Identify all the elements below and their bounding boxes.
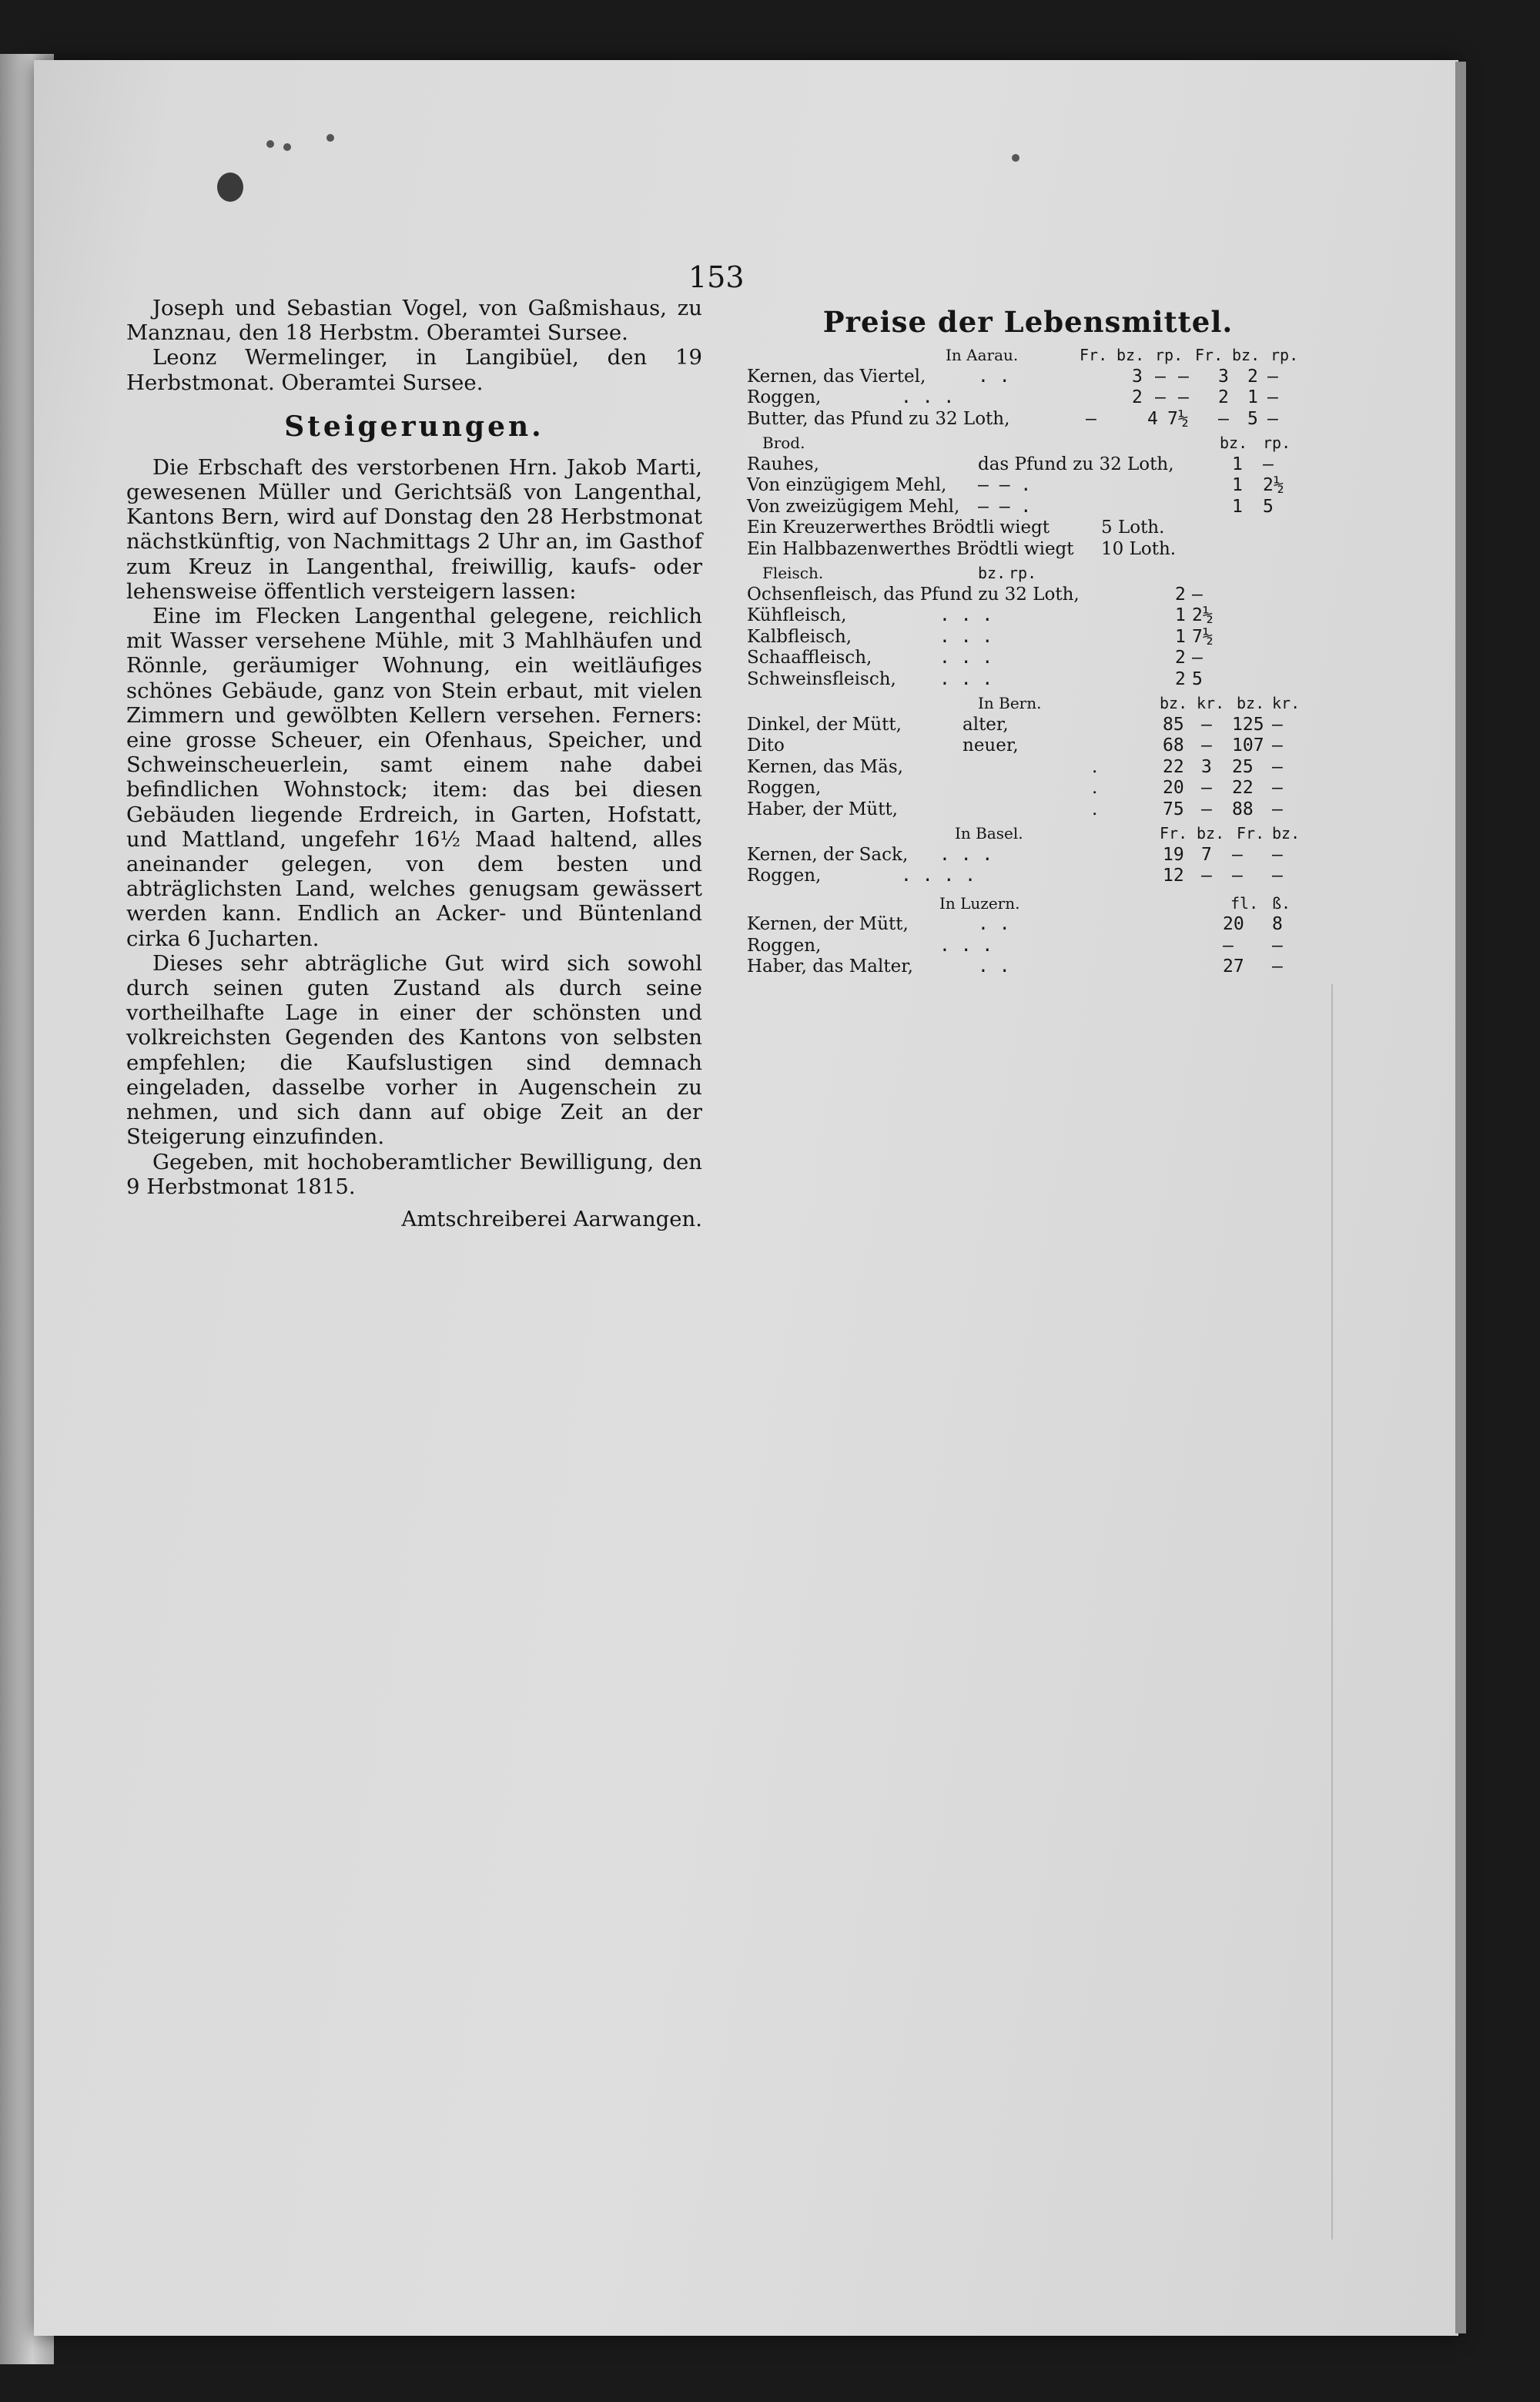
value: 2 [1175,668,1186,689]
paragraph-estate: Dieses sehr abträgliche Gut wird sich sowohl durch seinen guten Zustand als durch seine vortheilhafte Lage in einer der schönsten und volkreichsten Gegenden des Kantons von selbsten empfehlen; die Kaufslustigen sind demnach eingeladen, dasselbe vorher in Augenschein zu nehmen, und sich dann auf obige Zeit an der Steigerung einzufinden. [126,950,702,1150]
table-row [747,735,1309,757]
section-label: Fleisch. [762,564,824,582]
leader-dots: . . [978,956,1010,977]
value: — [1201,735,1212,755]
page-fold [1331,984,1333,2240]
table-row [747,778,1309,799]
value: 8 [1272,914,1283,934]
speck [326,134,334,142]
table-row [747,757,1309,779]
value: — [1272,778,1283,798]
value: 1 [1247,387,1258,407]
value: 125 [1232,714,1264,735]
table-row [747,409,1309,430]
col-head: bz. [1220,434,1248,452]
table-row [747,627,1309,648]
table-row [747,605,1309,627]
table-row [747,367,1309,388]
right-page-edge [1455,62,1466,2333]
value: — [1201,799,1212,819]
basel-header [747,823,1309,845]
place-label: In Basel. [955,824,1023,843]
section-heading: Steigerungen. [284,410,544,443]
value: 2½ [1192,605,1214,625]
leader-dots: . . . . [901,866,976,886]
value: 85 [1163,714,1184,735]
value: 107 [1232,735,1264,755]
item-label: Butter, das Pfund zu 32 Loth, [747,408,1010,429]
place-label: In Luzern. [939,893,1020,913]
col-head: kr. [1197,694,1225,712]
item-label: Rauhes, [747,454,819,474]
value: — [1201,866,1212,886]
bern-header [747,693,1309,715]
price-table [747,305,1309,978]
table-row [747,866,1309,887]
value: 3 [1132,366,1143,387]
item-label: Schaaffleisch, [747,648,872,668]
item-label: Ein Halbbazenwerthes Brödtli wiegt [747,538,1074,559]
value: 3 [1218,366,1229,387]
value: 12 [1163,866,1184,886]
table-row [747,518,1309,539]
value: 3 [1201,756,1212,777]
value: — [1267,387,1278,407]
table-row [747,799,1309,821]
notice-wermelinger: Leonz Wermelinger, in Langibüel, den 19 Herbstmonat. Oberamtei Sursee. [126,345,702,395]
value: — [1272,956,1283,977]
place-label: In Aarau. [946,346,1019,364]
value: — [1201,714,1212,735]
value: 88 [1232,799,1254,819]
leader-dot: . [1092,756,1098,777]
col-head: bz. [1197,824,1225,843]
col-head: bz. [1160,694,1188,712]
table-row [747,715,1309,736]
leader-dots: . . . [939,844,993,865]
value: — [1232,844,1243,865]
value: — [1223,935,1234,956]
col-head: Fr. [1237,824,1265,843]
leader-dots: . . [978,366,1010,387]
col-head: Fr. [1195,346,1224,364]
leader-dots: . . . [939,648,993,668]
value: — [1272,866,1283,886]
table-row [747,648,1309,669]
value: 75 [1163,799,1184,819]
item-label: Haber, das Malter, [747,956,913,977]
col-head: rp. [1270,346,1299,364]
item-label: Roggen, [747,866,822,886]
value: 7 [1201,844,1212,865]
table-row [747,497,1309,518]
table-row [747,669,1309,691]
leader-dots: . . . [939,626,993,647]
sub-label: alter, [962,714,1009,735]
page-number: 153 [688,260,745,294]
col-head: rp. [1009,564,1037,582]
value: 1 [1232,475,1243,495]
item-label: Ein Kreuzerwerthes Brödtli wiegt [747,518,1050,538]
value: 5 [1192,668,1203,689]
item-label: Kühfleisch, [747,605,847,625]
value: 2 [1175,648,1186,668]
col-head: ß. [1272,893,1291,913]
weight: 5 Loth. [1101,518,1165,538]
item-label: Roggen, [747,935,822,956]
table-row [747,387,1309,409]
value: 22 [1163,756,1184,777]
col-head: bz. [978,564,1006,582]
item-label: Kernen, das Viertel, [747,366,926,387]
item-label: Haber, der Mütt, [747,799,898,819]
leader-dots: . . . [939,668,993,689]
value: — [1201,778,1212,798]
value: — [1272,735,1283,755]
item-label: Ochsenfleisch, das Pfund zu 32 Loth, [747,584,1080,605]
luzern-header [747,893,1309,915]
value: — [1155,387,1166,407]
value: 2 [1132,387,1143,407]
col-head: rp. [1263,434,1291,452]
table-row [747,475,1309,497]
value: 1 [1175,626,1186,647]
value: 20 [1223,914,1244,934]
value: 7½ [1167,408,1189,429]
leader-dots: . . . [901,387,955,407]
leader-dot: . [1092,778,1098,798]
item-label: Schweinsfleisch, [747,668,896,689]
value: 1 [1232,496,1243,517]
signature: Amtschreiberei Aarwangen. [401,1206,702,1231]
value: 5 [1263,496,1274,517]
speck [283,143,291,151]
col-head: bz. [1272,824,1301,843]
value: 2½ [1263,475,1284,495]
value: 25 [1232,756,1254,777]
sub-label: neuer, [962,735,1019,755]
value: 27 [1223,956,1244,977]
value: 19 [1163,844,1184,865]
brod-header [747,433,1309,454]
value: — [1178,366,1189,387]
price-table-title: Preise der Lebensmittel. [822,305,1234,339]
value: 7½ [1192,626,1214,647]
value: — [1272,935,1283,956]
col-head: fl. [1230,893,1259,913]
table-row [747,585,1309,606]
col-head: rp. [1155,346,1183,364]
value: — [1178,387,1189,407]
item-label: Von zweizügigem Mehl, [747,496,960,517]
table-row [747,956,1309,978]
item-label: Roggen, [747,387,822,407]
value: 22 [1232,778,1254,798]
value: 2 [1175,584,1186,605]
aarau-header [747,345,1309,367]
table-row [747,454,1309,476]
paragraph-dated: Gegeben, mit hochoberamtlicher Bewilligung, den 9 Herbstmonat 1815. [126,1149,702,1199]
item-label: Kernen, das Mäs, [747,756,903,777]
value: — [1263,454,1274,474]
paragraph-inheritance: Die Erbschaft des verstorbenen Hrn. Jakob Marti, gewesenen Müller und Gerichtsäß von Langenthal, Kantons Bern, wird auf Donstag den 28 Herbstmonat nächstkünftig, von Nachmittags 2 Uhr an, im Gasthof zum Kreuz in Langenthal, freiwillig, kaufs- oder lehensweise öffentlich versteigern lassen: [126,454,702,604]
value: — [1155,366,1166,387]
leader-dots: . . . [939,935,993,956]
col-head: Fr. [1160,824,1188,843]
notice-vogel: Joseph und Sebastian Vogel, von Gaßmishaus, zu Manznau, den 18 Herbstm. Oberamtei Sursee. [126,296,702,346]
value: 20 [1163,778,1184,798]
leader-dots: . . . [939,605,993,625]
value: 68 [1163,735,1184,755]
value: — [1272,714,1283,735]
value: 5 [1247,408,1258,429]
value: — [1267,408,1278,429]
item-label: Roggen, [747,778,822,798]
item-label: Kernen, der Sack, [747,844,909,865]
value: 2 [1247,366,1258,387]
item-label: Kernen, der Mütt, [747,914,909,934]
weight: 10 Loth. [1101,538,1177,559]
col-head: Fr. [1080,346,1108,364]
unit-label: das Pfund zu 32 Loth, [978,454,1174,474]
left-column [126,296,702,1231]
speck [1012,154,1019,162]
value: — [1192,648,1203,668]
value: — [1192,584,1203,605]
leader: — — . [978,496,1032,517]
table-row [747,936,1309,957]
leader-dot: . [1092,799,1098,819]
value: — [1232,866,1243,886]
item-label: Kalbfleisch, [747,626,852,647]
value: — [1272,799,1283,819]
table-row [747,914,1309,936]
value: 2 [1218,387,1229,407]
value: — [1267,366,1278,387]
value: — [1272,756,1283,777]
item-label: Dito [747,735,785,755]
place-label: In Bern. [978,694,1042,712]
speck [266,140,274,148]
value: 1 [1175,605,1186,625]
value: — [1086,408,1096,429]
col-head: bz. [1237,694,1265,712]
item-label: Von einzügigem Mehl, [747,475,947,495]
col-head: bz. [1232,346,1260,364]
item-label: Dinkel, der Mütt, [747,714,902,735]
leader-dots: . . [978,914,1010,934]
value: — [1272,844,1283,865]
table-row [747,845,1309,866]
binding-hole [217,173,243,202]
col-head: bz. [1116,346,1145,364]
table-row [747,539,1309,561]
section-label: Brod. [762,434,805,452]
leader: — — . [978,475,1032,495]
col-head: kr. [1272,694,1301,712]
value: 4 [1147,408,1158,429]
paragraph-mill: Eine im Flecken Langenthal gelegene, reichlich mit Wasser versehene Mühle, mit 3 Mahlhäufen und Rönnle, geräumiger Wohnung, ein weitläufiges schönes Gebäude, ganz von Stein erbaut, mit vielen Zimmern und gewölbten Kellern versehen. Ferners: eine grosse Scheuer, ein Ofenhaus, Speicher, und Schweinscheuerlein, samt einem nahe dabei befindlichen Wohnstock; item: das bei diesen Gebäuden liegende Erdreich, in Garten, Hofstatt, und Mattland, ungefehr 16½ Maad haltend, alles aneinander gelegen, von dem besten und abträglichsten Land, welches genugsam gewässert werden kann. Endlich an Acker- und Büntenland cirka 6 Jucharten. [126,604,702,951]
value: — [1218,408,1229,429]
value: 1 [1232,454,1243,474]
fleisch-header [747,563,1309,585]
